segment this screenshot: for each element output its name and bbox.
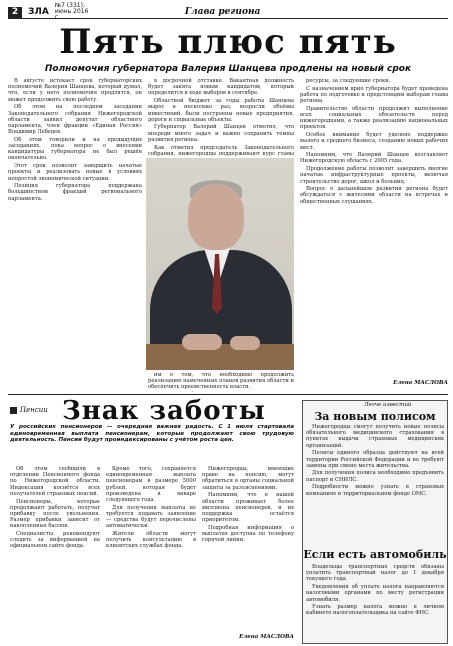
paragraph: Жители области могут получить консультацию в клиентских службах фонда. [106, 531, 196, 550]
sidebar-rubric: Легче известий [364, 402, 412, 408]
sidebar-text-2 [306, 564, 444, 640]
paragraph: Для получения выплаты не требуется подавать заявление — средства будут перечислены автоматически. [106, 504, 196, 530]
paragraph: ресурсы, за следующие сроки. [306, 78, 391, 84]
paragraph: в досрочной отставке. Вакантная должность будет занята новым кандидатом, который определится в ходе выборов в сентябре. [148, 78, 294, 97]
paragraph: Нижегородцы смогут получить новые полисы обязательного медицинского страхования в пунктах выдачи страховых медицинских организаций. [306, 424, 444, 449]
article2-col3 [202, 466, 294, 632]
paragraph: Кроме того, сохраняется единовременная выплата пенсионерам в размере 5000 рублей, которая будет произведена в январе следующего года. [106, 466, 196, 504]
paragraph: Владельцы транспортных средств обязаны уплатить транспортный налог до 1 декабря текущего года. [306, 564, 444, 583]
article2-signature: Елена МАСЛОВА [239, 634, 294, 640]
paragraph: Напомним, что в нашей области проживает более миллиона пенсионеров, и их поддержка остаётся приоритетом. [202, 492, 294, 524]
sidebar-title-1: За новым полисом [314, 410, 436, 423]
paragraph: Подробная информация о выплатах доступна по телефону горячей линии. [202, 524, 294, 544]
paragraph: Вопрос о дальнейшем развитии региона будет обсуждаться с жителями области на встречах и общественных слушаниях. [300, 186, 448, 205]
paragraph: Позиция губернатора поддержана большинством фракций регионального парламента. [8, 183, 142, 202]
article-subtitle: Полномочия губернатора Валерия Шанцева продлены на новый срок [44, 64, 412, 74]
governor-photo [146, 158, 294, 370]
paper-name: ЗЛА [28, 7, 49, 17]
article2-lead: У российских пенсионеров — очередная важная радость. С 1 июля стартовала единовременная выплата пенсионерам, которые продолжают свою трудовую деятельность. Пенсии будут проиндексированы с учётом роста цен. [10, 424, 294, 444]
paragraph: Областной бюджет за годы работы Шанцева вырос в несколько раз, возросли объёмы инвестиций, были построены новые предприятия, дороги и социальные объекты. [148, 98, 294, 123]
paragraph: Об этом сообщили в отделении Пенсионного фонда по Нижегородской области. Индексация коснётся всех получателей страховых пенсий. [10, 466, 100, 497]
paragraph: Продолжение работы позволит завершить многие начатые инфраструктурные проекты, включая строительство дорог, школ и больниц. [300, 166, 448, 185]
paragraph: Специалисты рекомендуют следить за информацией на официальном сайте фонда. [10, 531, 100, 550]
paragraph: Об этом на последнем заседании Законодательного собрания Нижегородской области заявил депутат областного парламента, член фракции «Единая Россия» Владимир Лебедев. [8, 104, 142, 136]
section-title: Глава региона [184, 7, 261, 17]
paragraph: Уведомления об уплате налога направляются налоговыми органами по месту регистрации автомобиля. [306, 584, 444, 603]
section-divider [8, 394, 448, 395]
paragraph: им о том, что необходимо продолжить реализацию намеченных планов развития области и обеспечить преемственность власти. [148, 372, 294, 391]
paragraph: Об этом говорили и на предыдущих заседаниях, пока вопрос о внесении кандидатуры губернатора не был решён окончательно. [8, 136, 142, 162]
article1-col4 [300, 78, 448, 376]
sidebar-text-1 [306, 424, 444, 546]
article-title: Пять плюс пять [59, 22, 397, 62]
paragraph: Напомним, что Валерий Шанцев возглавляет Нижегородскую область с 2005 года. [300, 152, 448, 165]
paragraph: Этот срок позволит завершить начатые проекты и реализовать новые в условиях непростой экономической ситуации. [8, 163, 142, 182]
paragraph: В августе истекает срок губернаторских полномочий Валерия Шанцева, который думал, что, если у него полномочия продлятся, он может продолжить свою работу. [8, 78, 142, 103]
issue-info: №7 (331), июнь 2016 г. [54, 2, 89, 21]
page-header [8, 2, 448, 21]
paragraph: Узнать размер налога можно в личном кабинете налогоплательщика на сайте ФНС. [306, 604, 444, 617]
paragraph: Правительство области продолжит выполнение всех социальных обязательств перед нижегородцами, а также реализацию национальных проектов. [300, 105, 448, 131]
paragraph: Пенсионеры, которые продолжают работать, получат прибавку после увольнения. Размер прибавки зависит от накопленных баллов. [10, 498, 100, 530]
article2-col2 [106, 466, 196, 642]
article1-col1 [8, 78, 142, 390]
article2-col1 [10, 466, 100, 642]
paragraph: Нижегородцы, имеющие право на пенсию, могут обратиться в органы социальной защиты за разъяснениями. [202, 466, 294, 491]
article1-col2 [148, 78, 294, 156]
paragraph: Особое внимание будет уделено поддержке малого и среднего бизнеса, созданию новых рабочих мест. [300, 132, 448, 151]
article1-signature: Елена МАСЛОВА [393, 380, 448, 386]
paragraph: Для получения полиса необходимо предъявить паспорт и СНИЛС. [306, 470, 444, 483]
paragraph: Как отметил председатель Законодательного собрания, нижегородцы поддерживают курс главы [148, 144, 294, 156]
paragraph: С назначением врио губернатора будет проведена работа по подготовке к предстоящим выборам главы региона. [300, 85, 448, 105]
article2-title: Знак заботы [62, 396, 266, 426]
sidebar-title-2: Если есть автомобиль [303, 548, 447, 561]
paragraph: Губернатор Валерий Шанцев отметил, что впереди много задач и важно сохранить темпы развития региона. [148, 124, 294, 143]
rubric-pensions: Пенсии [10, 404, 56, 416]
page-number: 2 [8, 7, 22, 18]
article1-col3 [148, 372, 294, 392]
paragraph: Подробности можно узнать в страховых компаниях и территориальном фонде ОМС. [306, 484, 444, 497]
paragraph: Полисы единого образца действуют на всей территории Российской Федерации и не требуют замены при смене места жительства. [306, 450, 444, 469]
